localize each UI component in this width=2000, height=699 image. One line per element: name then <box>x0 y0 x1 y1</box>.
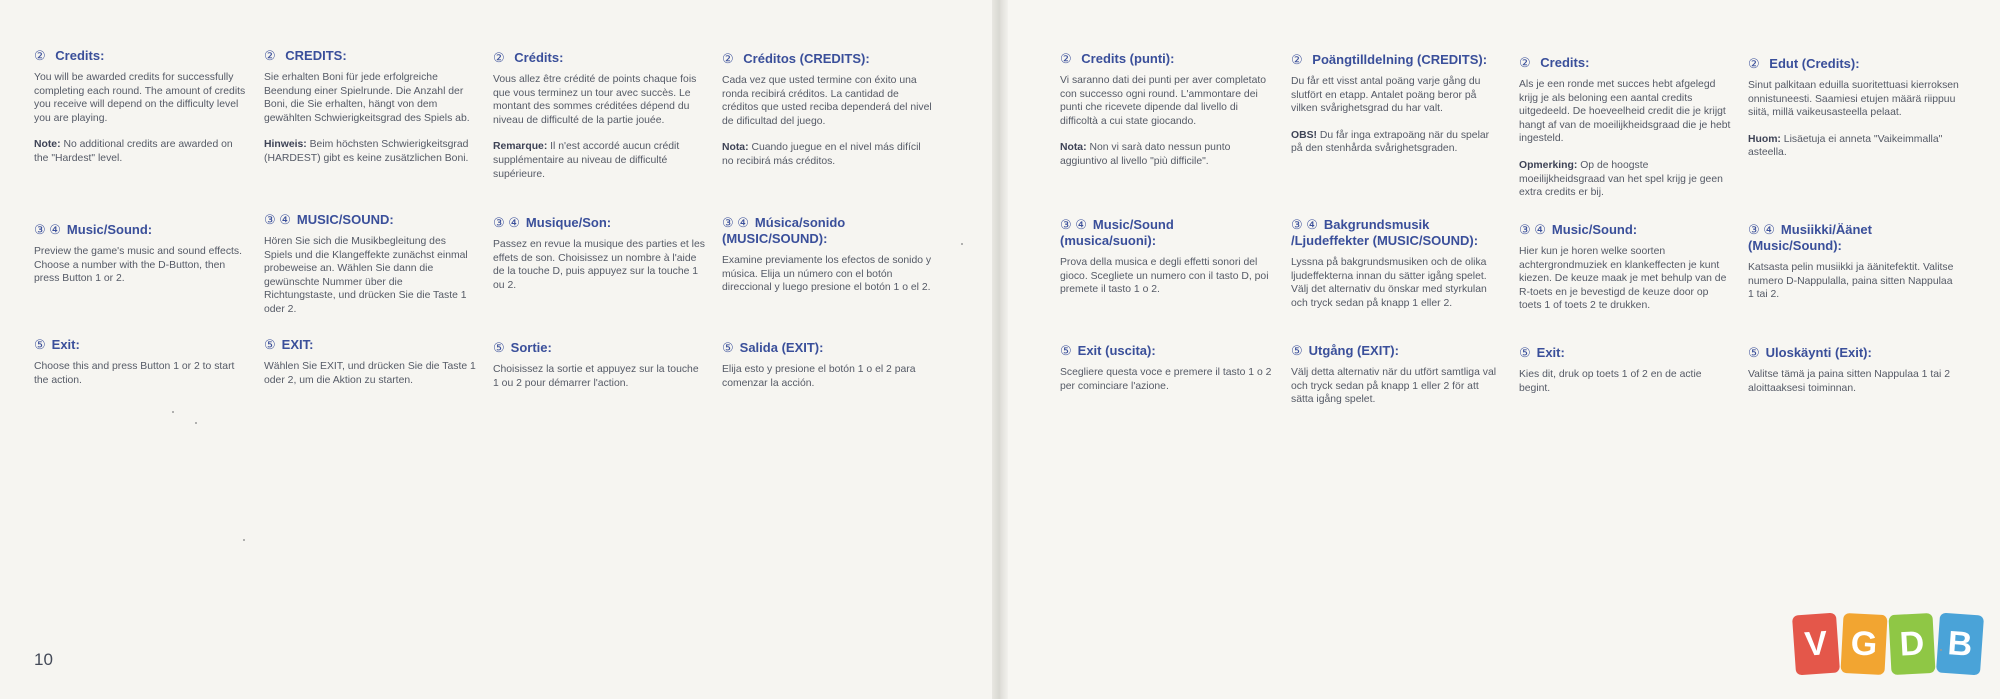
section-music-sound <box>1748 222 1960 302</box>
section-title: CREDITS: <box>285 48 347 63</box>
section-body: Sie erhalten Boni für jede erfolgreiche Beendung einer Spielrunde. Die Anzahl der Boni, die Sie erhalten, hängt von dem gewählten Schwierigkeitsgrad des Spiels ab. <box>264 72 470 124</box>
note-text: Lisäetuja ei anneta "Vaikeimmalla" asteella. <box>1748 133 1943 159</box>
section-heading <box>1291 217 1503 249</box>
item-number: ③ ④ <box>1291 217 1318 232</box>
paper-speck <box>195 422 197 424</box>
section-heading <box>493 340 705 356</box>
section-title: Musiikki/Äänet (Music/Sound): <box>1748 222 1872 253</box>
section-credits <box>1748 56 1960 160</box>
section-body: Välj detta alternativ när du utfört samtliga val och tryck sedan på knapp 1 eller 2 för att sätta igång spelet. <box>1291 367 1497 406</box>
item-number: ⑤ <box>722 340 734 355</box>
section-credits <box>1519 55 1731 200</box>
section-heading <box>1291 52 1503 68</box>
section-body: Katsasta pelin musiikki ja äänitefektit. Valitse numero D-Nappulalla, paina sitten Nappulaa 1 tai 2. <box>1748 262 1954 301</box>
section-credits <box>1060 51 1272 169</box>
item-number: ⑤ <box>1060 343 1072 358</box>
item-number: ② <box>1748 56 1764 71</box>
section-heading <box>493 50 705 66</box>
section-heading <box>1060 51 1272 67</box>
item-number: ⑤ <box>1519 345 1531 360</box>
section-exit <box>1748 345 1960 395</box>
section-title: Exit (uscita): <box>1077 343 1156 358</box>
section-body: Passez en revue la musique des parties et les effets de son. Choisissez un nombre à l'aide de la touche D, puis appuyez sur la touche 1 ou 2. <box>493 239 705 291</box>
section-exit <box>722 340 934 390</box>
section-body: Choisissez la sortie et appuyez sur la touche 1 ou 2 pour démarrer l'action. <box>493 364 699 389</box>
section-credits <box>264 48 476 166</box>
section-exit <box>34 337 246 387</box>
item-number: ② <box>1291 52 1307 67</box>
item-number: ⑤ <box>1748 345 1760 360</box>
section-heading <box>34 337 246 353</box>
section-exit <box>1519 345 1731 395</box>
section-title: Credits: <box>55 48 105 63</box>
section-title: Credits (punti): <box>1081 51 1175 66</box>
logo-tile-d: D <box>1888 613 1935 675</box>
section-title: Utgång (EXIT): <box>1308 343 1399 358</box>
section-heading <box>34 48 246 64</box>
item-number: ⑤ <box>493 340 505 355</box>
item-number: ② <box>493 50 509 65</box>
paper-speck <box>243 539 245 541</box>
logo-tile-b: B <box>1936 613 1984 676</box>
item-number: ② <box>1060 51 1076 66</box>
section-title: Poängtilldelning (CREDITS): <box>1312 52 1488 67</box>
section-music-sound <box>264 212 476 317</box>
item-number: ② <box>264 48 280 63</box>
note-text: Cuando juegue en el nivel más difícil no recibirá más créditos. <box>722 142 921 167</box>
item-number: ⑤ <box>34 337 46 352</box>
section-music-sound <box>1060 217 1272 297</box>
item-number: ③ ④ <box>264 212 291 227</box>
note-label: Note: <box>34 139 61 151</box>
section-title: MUSIC/SOUND: <box>296 212 394 227</box>
section-title: Salida (EXIT): <box>739 340 824 355</box>
section-music-sound <box>34 222 246 286</box>
section-note <box>34 138 246 165</box>
note-text: Non vi sarà dato nessun punto aggiuntivo al livello "più difficile". <box>1060 142 1231 167</box>
item-number: ③ ④ <box>493 215 520 230</box>
note-text: Du får inga extrapoäng när du spelar på den stenhårda svårighetsgraden. <box>1291 129 1490 155</box>
note-label: Nota: <box>722 142 749 154</box>
section-body: You will be awarded credits for successfully completing each round. The amount of credits you receive will depend on the difficulty level you are playing. <box>34 72 246 124</box>
note-text: Beim höchsten Schwierigkeitsgrad (HARDEST) gibt es keine zusätzlichen Boni. <box>264 139 469 164</box>
section-body: Cada vez que usted termine con éxito una ronda recibirá créditos. La cantidad de créditos que usted reciba dependerá del nivel de dificultad del juego. <box>722 75 932 127</box>
section-music-sound <box>493 215 705 292</box>
section-note <box>264 138 476 165</box>
section-heading <box>1519 222 1731 238</box>
paper-speck <box>1940 649 1942 651</box>
page-number: 10 <box>34 650 53 669</box>
section-title: Credits: <box>1540 55 1590 70</box>
section-credits <box>722 51 934 169</box>
note-label: Huom: <box>1748 133 1781 145</box>
section-body: Du får ett visst antal poäng varje gång du slutfört en etapp. Antalet poäng beror på vilken svårighetsgrad du har valt. <box>1291 76 1481 115</box>
section-heading <box>264 48 476 64</box>
section-heading <box>264 212 476 228</box>
note-label: Remarque: <box>493 141 548 153</box>
section-body: Als je een ronde met succes hebt afgelegd krijg je als beloning een aantal credits uitgedeeld. De hoeveelheid credit die je krijgt hangt af van de moeilijkheidsgraad die je hebt ingesteld. <box>1519 79 1731 145</box>
section-heading <box>1748 345 1960 361</box>
section-exit <box>1291 343 1503 407</box>
section-body: Scegliere questa voce e premere il tasto 1 o 2 per cominciare l'azione. <box>1060 367 1272 392</box>
section-heading <box>34 222 246 238</box>
section-body: Preview the game's music and sound effects. Choose a number with the D-Button, then press Button 1 or 2. <box>34 246 242 285</box>
section-heading <box>1060 217 1272 249</box>
logo-tile-v: V <box>1792 613 1840 676</box>
section-heading <box>1519 345 1731 361</box>
paper-speck <box>172 411 174 413</box>
logo-tile-g: G <box>1840 613 1887 675</box>
item-number: ③ ④ <box>722 215 749 230</box>
section-body: Kies dit, druk op toets 1 of 2 en de actie begint. <box>1519 369 1702 394</box>
note-label: Opmerking: <box>1519 159 1578 171</box>
section-heading <box>1748 222 1960 254</box>
item-number: ③ ④ <box>34 222 61 237</box>
section-title: Exit: <box>51 337 80 352</box>
section-heading <box>722 51 934 67</box>
section-note <box>1291 129 1503 156</box>
section-body: Lyssna på bakgrundsmusiken och de olika ljudeffekterna innan du sätter igång spelet. Välj det alternativ du önskar med styrkulan och tryck sedan på knapp 1 eller 2. <box>1291 257 1487 309</box>
section-heading <box>722 340 934 356</box>
section-title: Créditos (CREDITS): <box>743 51 870 66</box>
section-heading <box>1291 343 1503 359</box>
section-title: Music/Sound: <box>66 222 153 237</box>
section-exit <box>264 337 476 387</box>
section-body: Valitse tämä ja paina sitten Nappulaa 1 tai 2 aloittaaksesi toiminnan. <box>1748 369 1950 394</box>
section-title: Uloskäynti (Exit): <box>1765 345 1872 360</box>
section-title: Music/Sound (musica/suoni): <box>1060 217 1174 248</box>
note-text: No additional credits are awarded on the "Hardest" level. <box>34 139 233 164</box>
section-heading <box>1519 55 1731 71</box>
note-text: Op de hoogste moeilijkheidsgraad van het spel krijg je geen extra credits er bij. <box>1519 159 1723 199</box>
item-number: ⑤ <box>1291 343 1303 358</box>
section-credits <box>34 48 246 166</box>
note-label: Hinweis: <box>264 139 307 151</box>
vgdb-logo <box>1794 614 1990 680</box>
section-body: Hören Sie sich die Musikbegleitung des Spiels und die Klangeffekte zunächst einmal probeweise an. Wählen Sie dann die gewünschte Nummer über die Richtungstaste, und drücken Sie die Taste 1 oder 2. <box>264 236 468 315</box>
section-body: Elija esto y presione el botón 1 o el 2 para comenzar la acción. <box>722 364 916 389</box>
section-music-sound <box>722 215 934 295</box>
item-number: ② <box>722 51 738 66</box>
section-body: Examine previamente los efectos de sonido y música. Elija un número con el botón direccional y luego presione el botón 1 o el 2. <box>722 255 932 294</box>
note-label: OBS! <box>1291 129 1317 141</box>
section-music-sound <box>1291 217 1503 310</box>
section-heading <box>722 215 934 247</box>
section-title: Musique/Son: <box>525 215 612 230</box>
section-title: Music/Sound: <box>1551 222 1638 237</box>
section-title: EXIT: <box>281 337 314 352</box>
section-note <box>493 140 705 181</box>
item-number: ⑤ <box>264 337 276 352</box>
section-exit <box>1060 343 1272 393</box>
item-number: ③ ④ <box>1060 217 1087 232</box>
section-title: Exit: <box>1536 345 1565 360</box>
section-body: Vi saranno dati dei punti per aver completato con successo ogni round. L'ammontare dei punti che ricevete dipende dal livello di difficoltà a cui state giocando. <box>1060 75 1267 127</box>
section-note <box>1060 141 1272 168</box>
section-title: Edut (Credits): <box>1769 56 1860 71</box>
section-credits <box>1291 52 1503 156</box>
section-credits <box>493 50 705 181</box>
item-number: ② <box>1519 55 1535 70</box>
section-body: Hier kun je horen welke soorten achtergrondmuziek en klankeffecten je kunt kiezen. De keuze maak je met behulp van de R-toets en je bevestigd de keuze door op toets 1 of toets 2 te drukken. <box>1519 246 1727 312</box>
section-heading <box>264 337 476 353</box>
section-note <box>722 141 934 168</box>
section-title: Sortie: <box>510 340 552 355</box>
note-text: Il n'est accordé aucun crédit supplémentaire au niveau de difficulté supérieure. <box>493 141 680 180</box>
section-title: Música/sonido (MUSIC/SOUND): <box>722 215 846 246</box>
section-music-sound <box>1519 222 1731 313</box>
section-heading <box>493 215 705 231</box>
section-body: Wählen Sie EXIT, und drücken Sie die Taste 1 oder 2, um die Aktion zu starten. <box>264 361 476 386</box>
section-heading <box>1060 343 1272 359</box>
item-number: ③ ④ <box>1748 222 1775 237</box>
page-gutter <box>992 0 1008 699</box>
paper-speck <box>961 243 963 245</box>
section-note <box>1519 159 1731 200</box>
item-number: ③ ④ <box>1519 222 1546 237</box>
section-exit <box>493 340 705 390</box>
section-heading <box>1748 56 1960 72</box>
section-title: Crédits: <box>514 50 564 65</box>
section-body: Choose this and press Button 1 or 2 to start the action. <box>34 361 235 386</box>
item-number: ② <box>34 48 50 63</box>
section-body: Sinut palkitaan eduilla suoritettuasi kierroksen onnistuneesti. Saamiesi etujen määrä riippuu siitä, millä vaikeusasteella pelaat. <box>1748 80 1959 119</box>
section-body: Vous allez être crédité de points chaque fois que vous terminez un tour avec succès. Le montant des sommes créditées dépend du niveau de difficulté de la partie jouée. <box>493 74 697 126</box>
section-note <box>1748 133 1960 160</box>
section-title: Bakgrundsmusik /Ljudeffekter (MUSIC/SOUND): <box>1291 217 1479 248</box>
section-body: Prova della musica e degli effetti sonori del gioco. Scegliete un numero con il tasto D, poi premete il tasto 1 o 2. <box>1060 257 1269 296</box>
note-label: Nota: <box>1060 142 1087 154</box>
